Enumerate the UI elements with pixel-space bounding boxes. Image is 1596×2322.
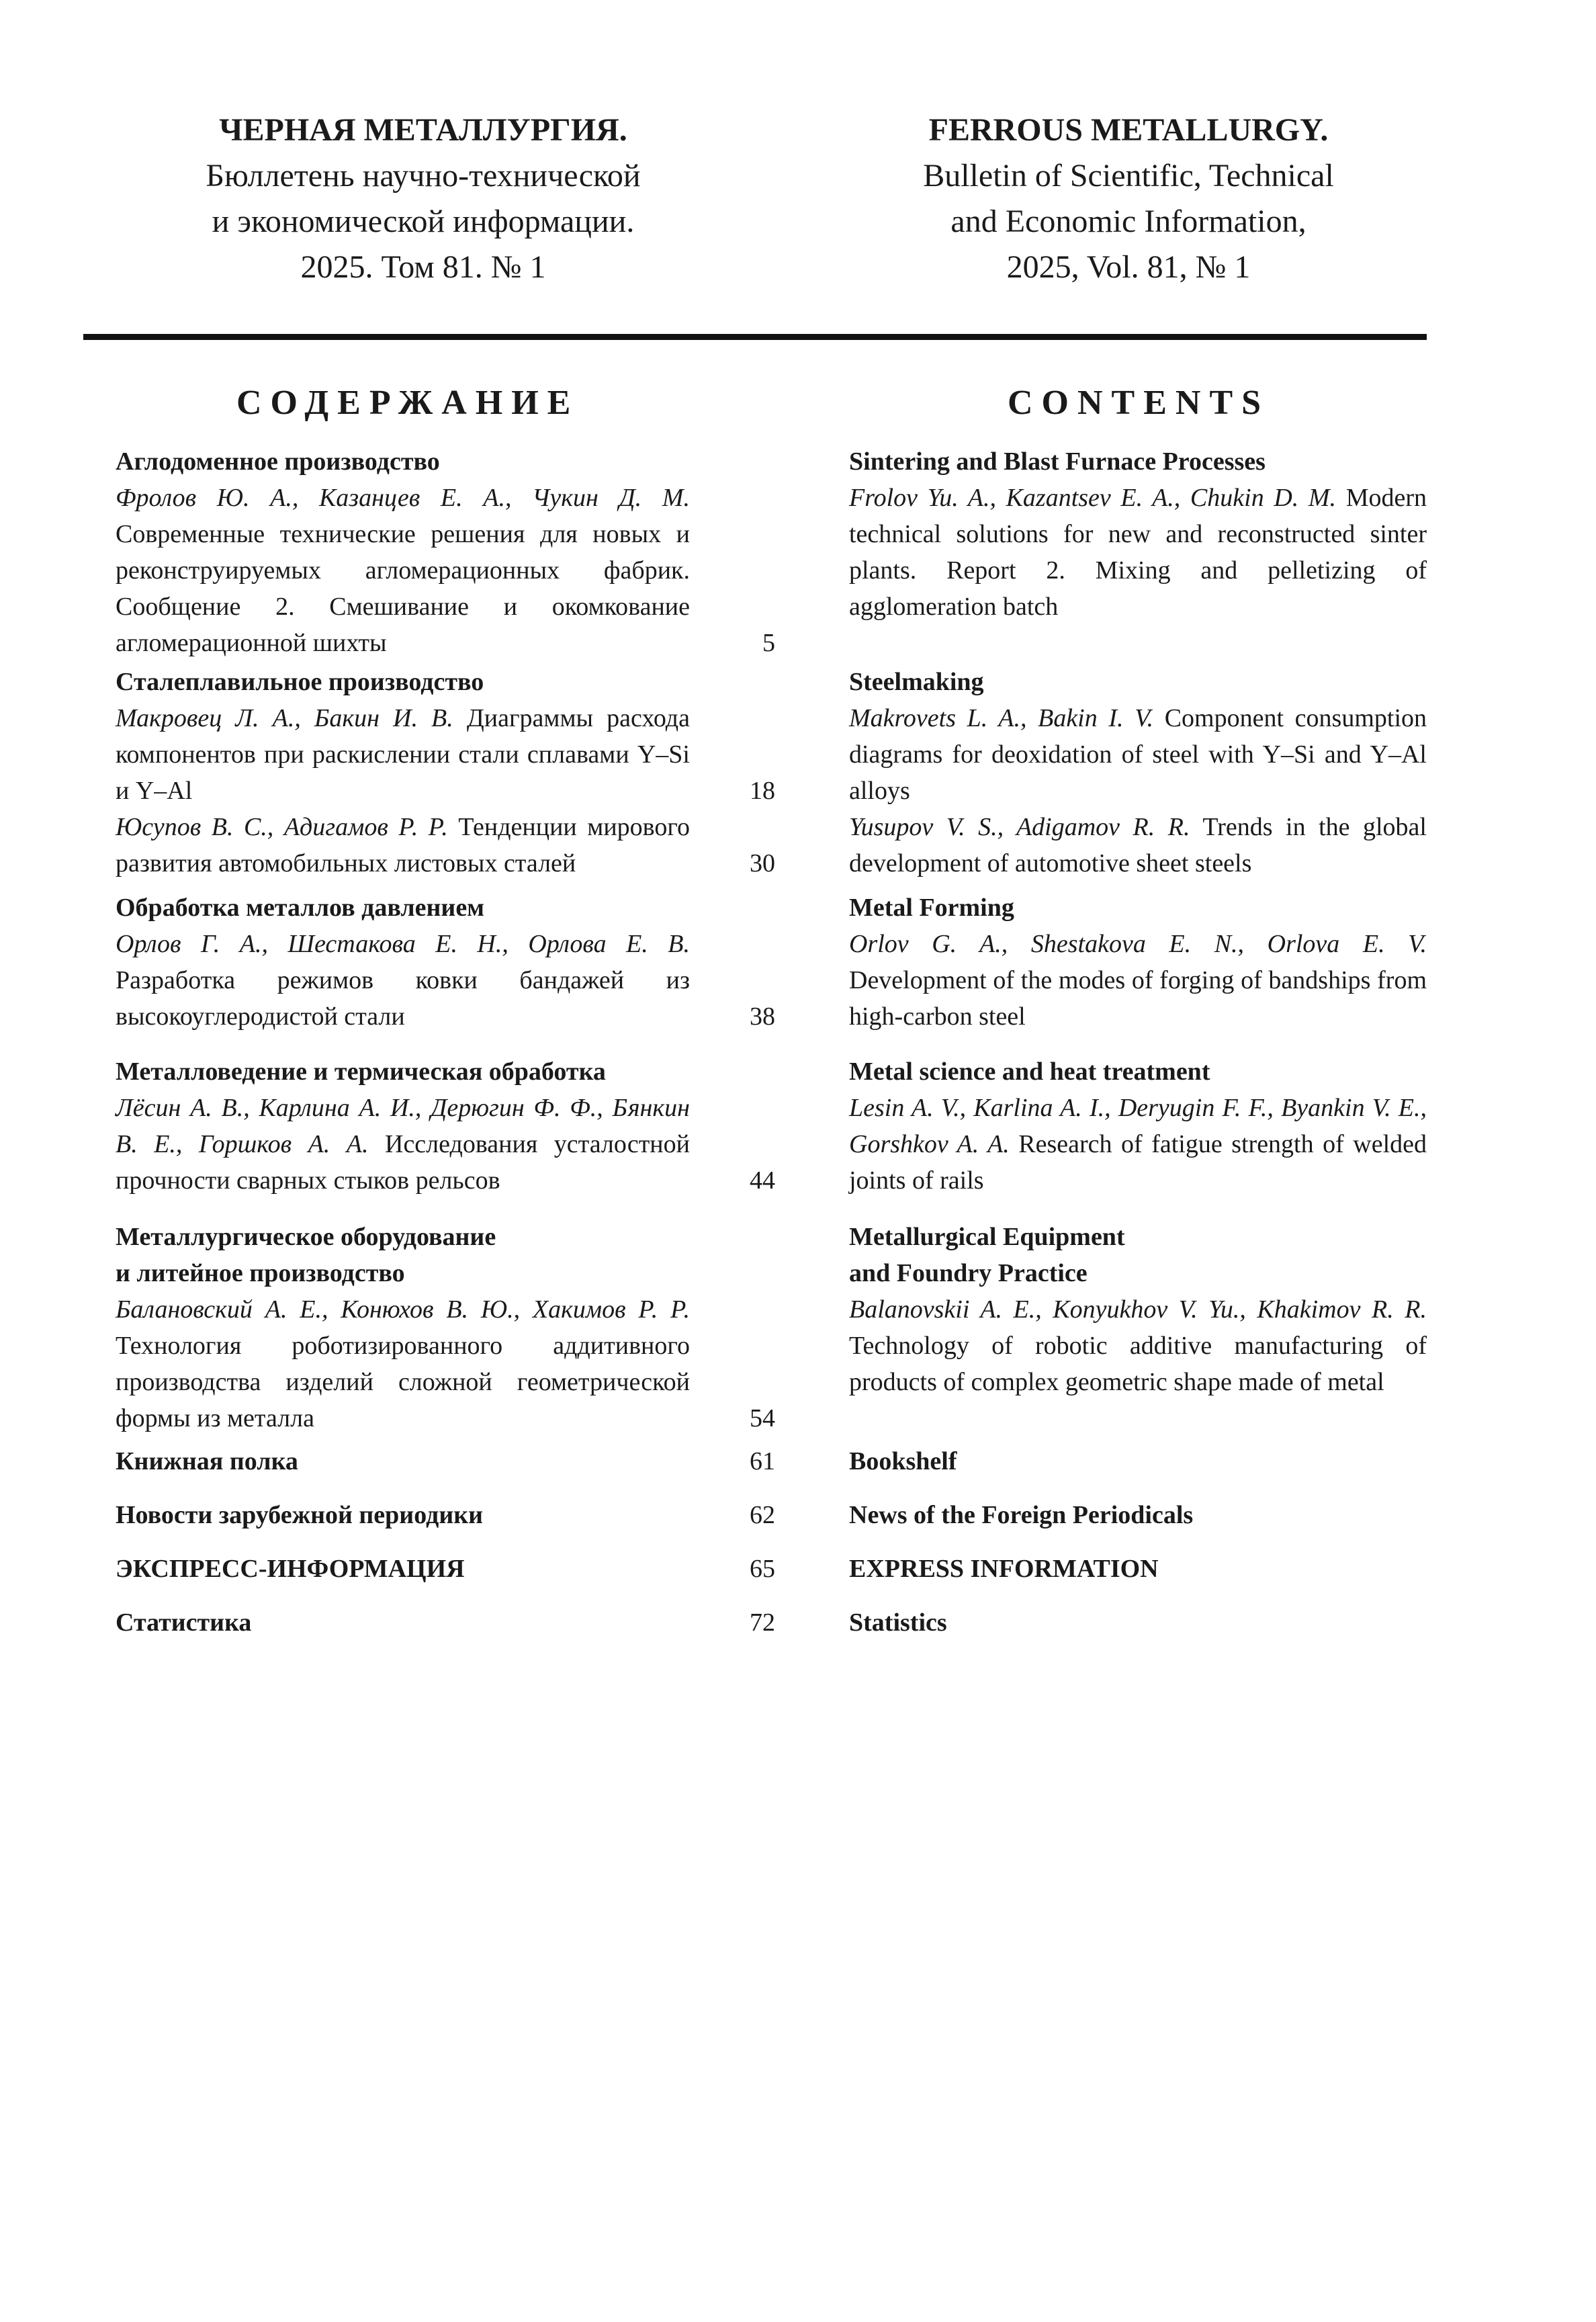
journal-subtitle-ru-line2: и экономической информации. — [212, 204, 635, 239]
article-authors: Юсупов В. С., Адигамов Р. Р. — [116, 813, 448, 841]
toc-item[interactable] — [116, 700, 690, 809]
article-authors: Balanovskii A. E., Konyukhov V. Yu., Khakimov R. R. — [849, 1295, 1427, 1324]
page-number: 18 — [750, 777, 775, 805]
toc-section-ru-1 — [116, 443, 787, 664]
article-authors: Фролов Ю. А., Казанцев Е. А., Чукин Д. М. — [116, 484, 690, 512]
section-heading-line2: и литейное производство — [116, 1259, 405, 1287]
toc-section-en-3 — [849, 890, 1427, 1054]
article-title: Современные технические решения для новых и реконструируемых агломерационных фабрик. Сообщение 2. Смешивание и окомкование агломерационной шихты — [116, 520, 690, 657]
article-title: Разработка режимов ковки бандажей из высокоуглеродистой стали — [116, 966, 690, 1031]
section-heading: ЭКСПРЕСС-ИНФОРМАЦИЯ — [116, 1555, 465, 1583]
article-authors: Frolov Yu. A., Kazantsev E. A., Chukin D. M. — [849, 484, 1337, 512]
journal-title-ru: ЧЕРНАЯ МЕТАЛЛУРГИЯ. — [219, 112, 627, 148]
section-heading: Статистика — [116, 1608, 252, 1637]
article-authors: Lesin A. V., Karlina A. I., Deryugin F. F., Byankin V. E., Gorshkov A. A. — [849, 1094, 1427, 1158]
toc-section-ru-7[interactable] — [116, 1497, 787, 1551]
toc-section-ru-8[interactable] — [116, 1551, 787, 1604]
toc-section-en-5 — [849, 1219, 1427, 1443]
section-heading-line2: and Foundry Practice — [849, 1259, 1088, 1287]
section-heading: Steelmaking — [849, 668, 984, 696]
header-divider — [83, 334, 1427, 340]
toc-item[interactable] — [849, 480, 1427, 625]
article-title: Диаграммы расхода компонентов при раскислении стали сплавами Y–Si и Y–Al — [116, 704, 691, 805]
article-authors: Орлов Г. А., Шестакова Е. Н., Орлова Е. В. — [116, 930, 690, 958]
toc-item[interactable] — [849, 809, 1427, 882]
page-number: 61 — [750, 1447, 775, 1475]
toc-item[interactable] — [116, 926, 690, 1035]
article-authors: Makrovets L. A., Bakin I. V. — [849, 704, 1154, 732]
section-heading: Metal science and heat treatment — [849, 1058, 1210, 1086]
toc-section-ru-5 — [116, 1219, 787, 1443]
section-heading: Обработка металлов давлением — [116, 894, 485, 922]
article-title: Технология роботизированного аддитивного производства изделий сложной геометрической формы из металла — [116, 1332, 690, 1432]
article-authors: Макровец Л. А., Бакин И. В. — [116, 704, 453, 732]
toc-section-en-1 — [849, 443, 1427, 664]
section-heading: Bookshelf — [849, 1447, 957, 1475]
section-heading: Statistics — [849, 1608, 947, 1637]
article-title: Modern technical solutions for new and reconstructed sinter plants. Report 2. Mixing and pelletizing of agglomeration batch — [849, 484, 1427, 621]
section-heading: Книжная полка — [116, 1447, 298, 1475]
toc-item[interactable] — [849, 1291, 1427, 1400]
toc-item[interactable] — [849, 1090, 1427, 1199]
page-number: 38 — [750, 1002, 775, 1031]
section-heading: EXPRESS INFORMATION — [849, 1555, 1159, 1583]
article-authors: Yusupov V. S., Adigamov R. R. — [849, 813, 1190, 841]
section-heading-line1: Metallurgical Equipment — [849, 1223, 1125, 1251]
toc-column-ru — [116, 443, 787, 1658]
article-authors: Балановский А. Е., Конюхов В. Ю., Хакимов Р. Р. — [116, 1295, 690, 1324]
article-title: Technology of robotic additive manufacturing of products of complex geometric shape made of metal — [849, 1332, 1427, 1396]
toc-section-ru-4 — [116, 1054, 787, 1219]
journal-title-en: FERROUS METALLURGY. — [928, 112, 1329, 148]
journal-issue-en: 2025, Vol. 81, № 1 — [1006, 249, 1251, 285]
toc-section-en-6[interactable] — [849, 1443, 1427, 1497]
journal-header-en — [793, 108, 1464, 290]
section-heading: Сталеплавильное производство — [116, 668, 484, 696]
article-title: Research of fatigue strength of welded joints of rails — [849, 1130, 1427, 1195]
section-heading: Аглодоменное производство — [116, 447, 440, 476]
section-heading: Новости зарубежной периодики — [116, 1501, 484, 1529]
toc-section-en-9[interactable] — [849, 1604, 1427, 1658]
article-title: Trends in the global development of automotive sheet steels — [849, 813, 1427, 877]
journal-subtitle-ru-line1: Бюллетень научно-технической — [206, 158, 641, 194]
page-number: 54 — [750, 1404, 775, 1432]
article-title: Тенденции мирового развития автомобильных листовых сталей — [116, 813, 690, 877]
toc-item[interactable] — [116, 1090, 690, 1199]
toc-section-en-2 — [849, 664, 1427, 890]
section-heading-line1: Металлургическое оборудование — [116, 1223, 496, 1251]
contents-title-en: CONTENTS — [1008, 384, 1270, 422]
toc-column-en — [849, 443, 1427, 1658]
toc-item[interactable] — [116, 1291, 690, 1436]
section-heading: Металловедение и термическая обработка — [116, 1058, 606, 1086]
journal-issue-ru: 2025. Том 81. № 1 — [300, 249, 546, 285]
page-number: 62 — [750, 1501, 775, 1529]
journal-subtitle-en-line2: and Economic Information, — [950, 204, 1306, 239]
page-number: 30 — [750, 849, 775, 877]
toc-section-ru-3 — [116, 890, 787, 1054]
page-number: 5 — [762, 629, 775, 657]
toc-item[interactable] — [116, 809, 690, 882]
contents-title-ru: СОДЕРЖАНИЕ — [236, 384, 580, 422]
article-authors: Лёсин А. В., Карлина А. И., Дерюгин Ф. Ф., Бянкин В. Е., Горшков А. А. — [116, 1094, 690, 1158]
toc-section-en-8[interactable] — [849, 1551, 1427, 1604]
section-heading: Metal Forming — [849, 894, 1014, 922]
journal-header-ru — [87, 108, 759, 290]
page-number: 44 — [750, 1166, 775, 1195]
page-number: 65 — [750, 1555, 775, 1583]
page-number: 72 — [750, 1608, 775, 1637]
toc-item[interactable] — [849, 700, 1427, 809]
toc-section-ru-9[interactable] — [116, 1604, 787, 1658]
article-title: Component consumption diagrams for deoxidation of steel with Y–Si and Y–Al alloys — [849, 704, 1427, 805]
journal-subtitle-en-line1: Bulletin of Scientific, Technical — [923, 158, 1334, 194]
toc-item[interactable] — [116, 480, 690, 661]
article-title: Исследования усталостной прочности сварных стыков рельсов — [116, 1130, 690, 1195]
toc-item[interactable] — [849, 926, 1427, 1035]
article-authors: Orlov G. A., Shestakova E. N., Orlova E. V. — [849, 930, 1427, 958]
section-heading: Sintering and Blast Furnace Processes — [849, 447, 1266, 476]
toc-section-en-4 — [849, 1054, 1427, 1219]
toc-section-ru-6[interactable] — [116, 1443, 787, 1497]
toc-section-ru-2 — [116, 664, 787, 890]
article-title: Development of the modes of forging of bandships from high-carbon steel — [849, 966, 1427, 1031]
section-heading: News of the Foreign Periodicals — [849, 1501, 1194, 1529]
toc-section-en-7[interactable] — [849, 1497, 1427, 1551]
